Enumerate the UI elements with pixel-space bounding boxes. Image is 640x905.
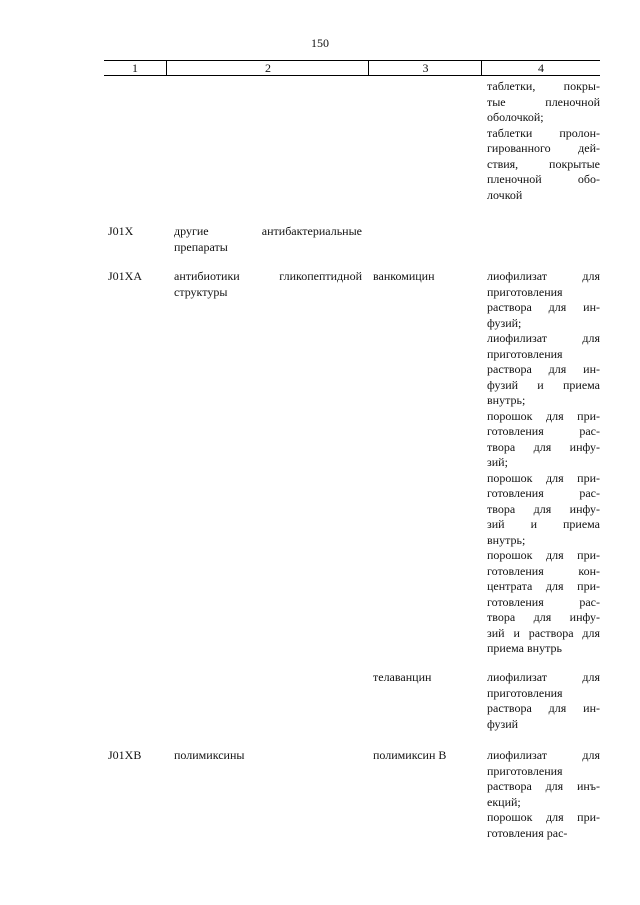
forms-line: тые пленочной — [487, 94, 600, 109]
group-line: другие антибактериальные — [174, 224, 362, 238]
forms-line: приготовления — [487, 346, 563, 361]
forms-line: фузий — [487, 716, 519, 731]
forms-line: готовления рас- — [487, 825, 568, 840]
group-line: препараты — [174, 239, 228, 254]
group-line: структуры — [174, 284, 228, 299]
column-header-3: 3 — [368, 61, 482, 75]
dosage-forms — [487, 79, 600, 203]
forms-line: фузий; — [487, 315, 522, 330]
forms-line: екций; — [487, 794, 521, 809]
forms-line: готовления рас- — [487, 594, 600, 609]
group-name — [174, 269, 362, 300]
forms-line: раствора для ин- — [487, 701, 600, 715]
forms-line: порошок для при- — [487, 408, 600, 423]
forms-line: внутрь; — [487, 393, 526, 407]
forms-line: твора для инфу- — [487, 439, 600, 454]
column-header-4: 4 — [481, 61, 600, 75]
forms-line: ствия, покрытые — [487, 156, 600, 171]
dosage-forms — [487, 748, 600, 841]
drug-name: ванкомицин — [373, 269, 435, 283]
column-header-2: 2 — [166, 61, 369, 75]
forms-line: приготовления — [487, 284, 563, 299]
forms-line: лиофилизат для — [487, 269, 600, 283]
forms-line: порошок для при- — [487, 810, 600, 824]
forms-line: порошок для при- — [487, 470, 600, 485]
forms-line: зий; — [487, 455, 508, 469]
forms-line: готовления кон- — [487, 563, 600, 578]
forms-line: раствора для ин- — [487, 362, 600, 376]
group-name — [174, 748, 362, 764]
forms-line: раствора для ин- — [487, 300, 600, 314]
forms-line: лиофилизат для — [487, 670, 600, 684]
forms-line: приготовления — [487, 763, 563, 778]
forms-line: твора для инфу- — [487, 501, 600, 516]
forms-line: оболочкой; — [487, 110, 544, 124]
forms-line: лиофилизат для — [487, 331, 600, 345]
group-name — [174, 224, 362, 255]
group-line: полимиксины — [174, 748, 245, 762]
forms-line: фузий и приема — [487, 377, 600, 392]
forms-line: таблетки, покры- — [487, 79, 600, 93]
forms-line: готовления рас- — [487, 486, 600, 500]
forms-line: зий и раствора для — [487, 625, 600, 640]
drug-name: телаванцин — [373, 670, 432, 684]
page-number: 150 — [311, 36, 329, 50]
forms-line: лиофилизат для — [487, 748, 600, 762]
group-line: антибиотики гликопептидной — [174, 269, 362, 283]
atc-code: J01X — [108, 224, 134, 238]
forms-line: приема внутрь — [487, 641, 562, 655]
forms-line: гированного дей- — [487, 141, 600, 155]
atc-code: J01XA — [108, 269, 143, 283]
forms-line: зий и приема — [487, 517, 600, 531]
forms-line: центрата для при- — [487, 579, 600, 593]
dosage-forms — [487, 269, 600, 657]
drug-name: полимиксин В — [373, 748, 447, 762]
atc-code: J01XB — [108, 748, 142, 762]
forms-line: порошок для при- — [487, 548, 600, 562]
table-header — [104, 60, 600, 76]
dosage-forms — [487, 670, 600, 732]
forms-line: пленочной обо- — [487, 172, 600, 186]
forms-line: готовления рас- — [487, 424, 600, 438]
forms-line: приготовления — [487, 685, 563, 700]
forms-line: внутрь; — [487, 532, 526, 547]
forms-line: раствора для инъ- — [487, 779, 600, 793]
forms-line: твора для инфу- — [487, 610, 600, 624]
forms-line: таблетки пролон- — [487, 125, 600, 140]
forms-line: лочкой — [487, 187, 523, 202]
column-header-1: 1 — [132, 61, 138, 75]
